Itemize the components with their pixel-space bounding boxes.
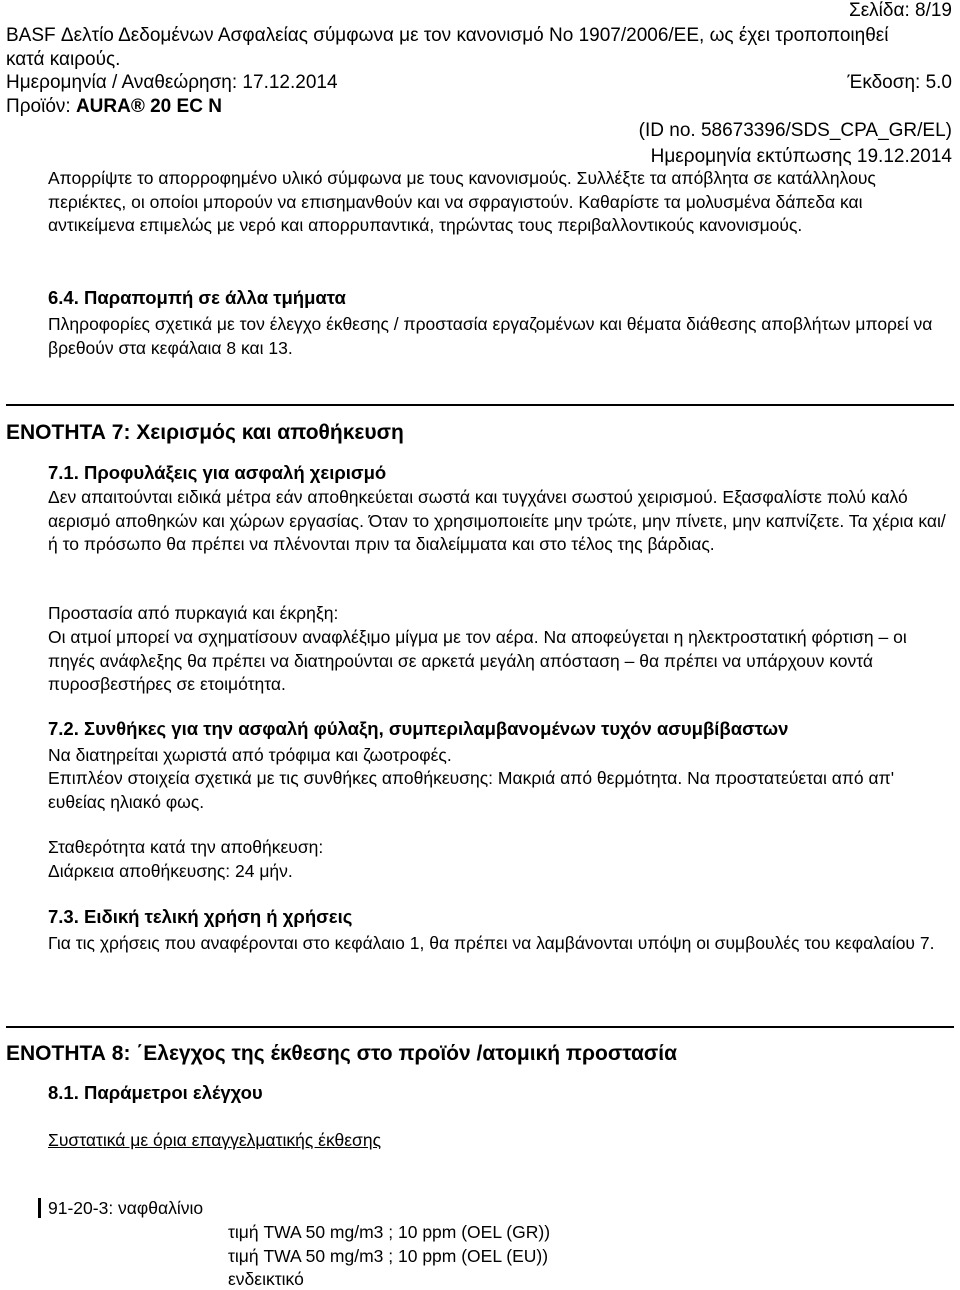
product-label: Προϊόν: (6, 96, 71, 117)
storage-duration: Διάρκεια αποθήκευσης: 24 μήν. (48, 861, 293, 881)
document-title: BASF Δελτίο Δεδομένων Ασφαλείας σύμφωνα με τον κανονισμό Νο 1907/2006/ΕΕ, ως έχει τροποποιηθεί (6, 25, 889, 46)
product-line (6, 96, 222, 118)
limit-value-eu: τιμή TWA 50 mg/m3 ; 10 ppm (OEL (EU)) (228, 1246, 549, 1266)
section-8-title: ΕΝΟΤΗΤΑ 8: ΄Ελεγχος της έκθεσης στο προϊόν /ατομική προστασία (6, 1042, 677, 1065)
section-7-2-title: 7.2. Συνθήκες για την ασφαλή φύλαξη, συμπεριλαμβανομένων τυχόν ασυμβίβαστων (48, 718, 789, 739)
section-7-1-body: Δεν απαιτούνται ειδικά μέτρα εάν αποθηκεύεται σωστά και τυγχάνει σωστού χειρισμού. Εξασφαλίστε πολύ καλό αερισμό αποθηκών και χώρων εργασίας. Όταν το χρησιμοποιείτε μην τρώτε, μην πίνετε, μην καπνίζετε. Τα χέρια και/ή το πρόσωπο θα πρέπει να πλένονται πριν τα διαλείμματα και στο τέλος της βάρδιας. (48, 487, 946, 554)
version: Έκδοση: 5.0 (847, 72, 952, 93)
product-name: AURA® 20 EC N (75, 96, 222, 117)
page-number: Σελίδα: 8/19 (848, 0, 952, 21)
substance-marker-bar (38, 1198, 41, 1218)
section-7-title: ΕΝΟΤΗΤΑ 7: Χειρισμός και αποθήκευση (6, 421, 404, 444)
section-7-3-body: Για τις χρήσεις που αναφέρονται στο κεφάλαιο 1, θα πρέπει να λαμβάνονται υπόψη οι συμβουλές του κεφαλαίου 7. (48, 933, 935, 953)
section-7-3-title: 7.3. Ειδική τελική χρήση ή χρήσεις (48, 906, 353, 927)
section-6-4-title: 6.4. Παραπομπή σε άλλα τμήματα (48, 287, 346, 308)
substance-name: 91-20-3: ναφθαλίνιο (48, 1198, 204, 1218)
section-7-1-title: 7.1. Προφυλάξεις για ασφαλή χειρισμό (48, 462, 387, 483)
fire-protection-label: Προστασία από πυρκαγιά και έκρηξη: (48, 603, 339, 623)
section-7-rule (6, 404, 954, 406)
print-date: Ημερομηνία εκτύπωσης 19.12.2014 (650, 146, 952, 167)
section-7-2-line2: Επιπλέον στοιχεία σχετικά με τις συνθήκες αποθήκευσης: Μακριά από θερμότητα. Να προστατεύεται από απ' ευθείας ηλιακό φως. (48, 768, 895, 812)
disposal-paragraph: Απορρίψτε το απορροφημένο υλικό σύμφωνα με τους κανονισμούς. Συλλέξτε τα απόβλητα σε κατάλληλους περιέκτες, οι οποίοι μπορούν να επισημανθούν και να σφραγιστούν. Καθαρίστε τα μολυσμένα δάπεδα και αντικείμενα επιμελώς με νερό και απορρυπαντικά, τηρώντας τους περιβαλλοντικούς κανονισμούς. (48, 168, 876, 235)
exposure-limits-heading: Συστατικά με όρια επαγγελματικής έκθεσης (48, 1130, 382, 1150)
section-6-4-body: Πληροφορίες σχετικά με τον έλεγχο έκθεσης / προστασία εργαζομένων και θέματα διάθεσης αποβλήτων μπορεί να βρεθούν στα κεφάλαια 8 και 13. (48, 314, 933, 358)
id-number: (ID no. 58673396/SDS_CPA_GR/EL) (638, 120, 952, 141)
storage-stability-label: Σταθερότητα κατά την αποθήκευση: (48, 837, 324, 857)
revision-date: Ημερομηνία / Αναθεώρηση: 17.12.2014 (6, 72, 338, 93)
limit-indicative: ενδεικτικό (228, 1269, 304, 1289)
document-title-cont: κατά καιρούς. (6, 49, 121, 70)
fire-protection-body: Οι ατμοί μπορεί να σχηματίσουν αναφλέξιμο μίγμα με τον αέρα. Να αποφεύγεται η ηλεκτροστατική φόρτιση – οι πηγές ανάφλεξης θα πρέπει να διατηρούνται σε αρκετά μεγάλη απόσταση – θα πρέπει να υπάρχουν κοντά πυροσβεστήρες σε ετοιμότητα. (48, 627, 907, 694)
section-8-1-title: 8.1. Παράμετροι ελέγχου (48, 1082, 263, 1103)
section-8-rule (6, 1026, 954, 1028)
limit-value-gr: τιμή TWA 50 mg/m3 ; 10 ppm (OEL (GR)) (228, 1222, 551, 1242)
section-7-2-line1: Να διατηρείται χωριστά από τρόφιμα και ζωοτροφές. (48, 745, 452, 765)
